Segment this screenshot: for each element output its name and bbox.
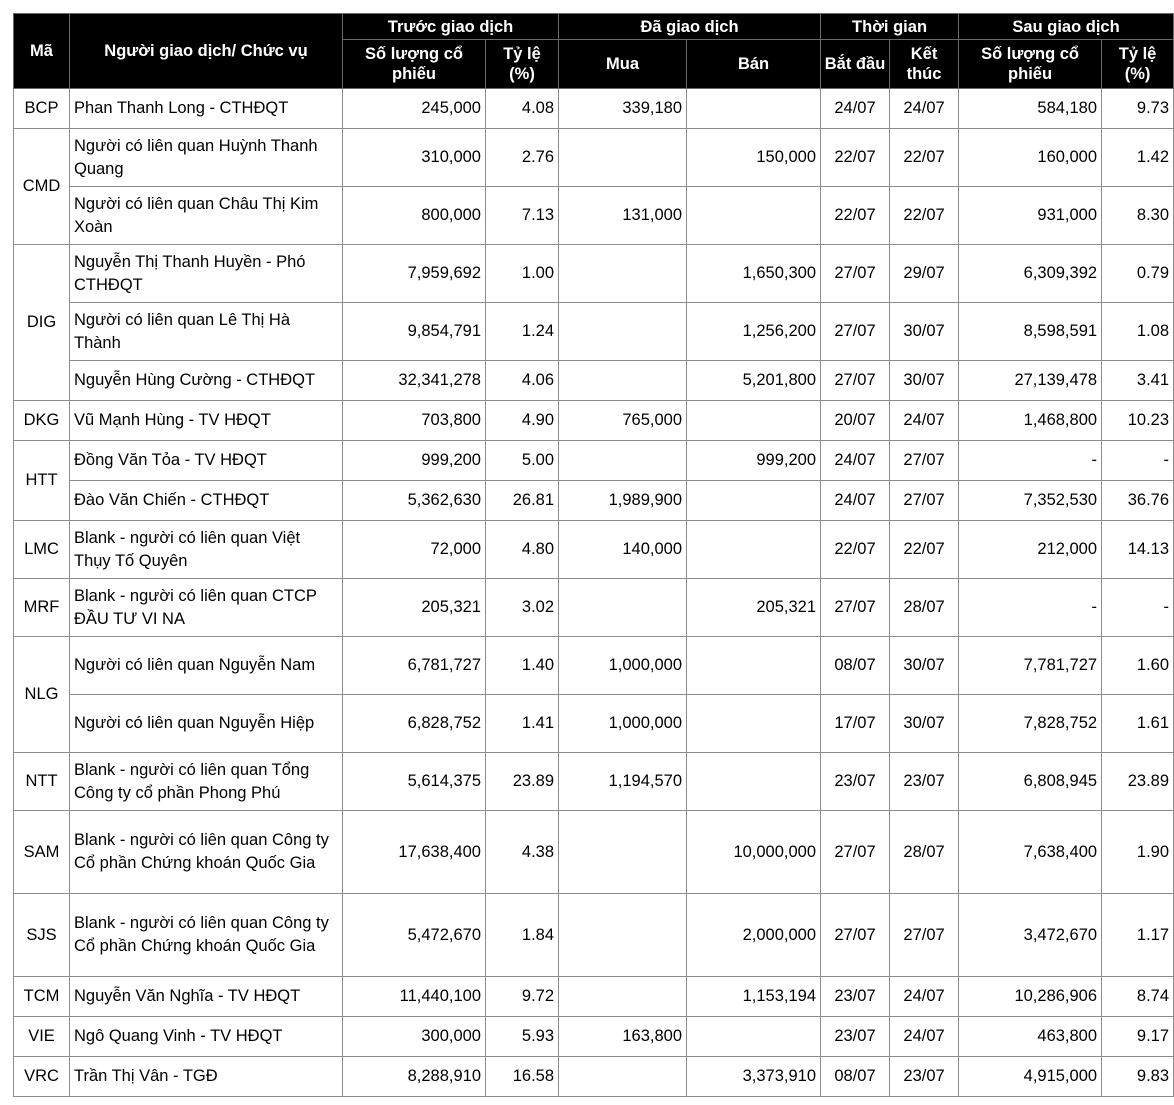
cell-end: 27/07 [890, 481, 959, 521]
cell-sell: 999,200 [687, 441, 821, 481]
cell-before-pct: 5.00 [486, 441, 559, 481]
cell-before-pct: 1.00 [486, 245, 559, 303]
cell-after-pct: 9.17 [1102, 1017, 1174, 1057]
cell-start: 24/07 [821, 481, 890, 521]
cell-after-pct: 23.89 [1102, 753, 1174, 811]
cell-sell: 1,256,200 [687, 303, 821, 361]
cell-before-qty: 703,800 [343, 401, 486, 441]
header-buy: Mua [559, 40, 687, 89]
cell-before-pct: 26.81 [486, 481, 559, 521]
cell-sell [687, 637, 821, 695]
cell-after-pct: - [1102, 441, 1174, 481]
cell-before-qty: 800,000 [343, 187, 486, 245]
cell-after-pct: 8.30 [1102, 187, 1174, 245]
cell-code: SJS [14, 894, 70, 977]
cell-sell: 150,000 [687, 129, 821, 187]
cell-code: NTT [14, 753, 70, 811]
cell-person: Người có liên quan Châu Thị Kim Xoàn [70, 187, 343, 245]
table-body [14, 89, 1174, 1097]
header-before-pct: Tỷ lệ (%) [486, 40, 559, 89]
cell-after-qty: 584,180 [959, 89, 1102, 129]
cell-after-qty: 6,808,945 [959, 753, 1102, 811]
cell-after-qty: 4,915,000 [959, 1057, 1102, 1097]
cell-start: 27/07 [821, 894, 890, 977]
cell-buy: 163,800 [559, 1017, 687, 1057]
cell-before-pct: 1.84 [486, 894, 559, 977]
cell-buy: 339,180 [559, 89, 687, 129]
header-after-qty: Số lượng cổ phiếu [959, 40, 1102, 89]
cell-after-qty: 27,139,478 [959, 361, 1102, 401]
cell-end: 24/07 [890, 89, 959, 129]
cell-after-qty: 6,309,392 [959, 245, 1102, 303]
cell-end: 30/07 [890, 637, 959, 695]
cell-code: VIE [14, 1017, 70, 1057]
cell-after-qty: 3,472,670 [959, 894, 1102, 977]
cell-after-pct: 1.42 [1102, 129, 1174, 187]
cell-buy: 1,194,570 [559, 753, 687, 811]
cell-sell [687, 89, 821, 129]
header-after-pct: Tỷ lệ (%) [1102, 40, 1174, 89]
cell-person: Blank - người có liên quan Tổng Công ty cổ phần Phong Phú [70, 753, 343, 811]
header-sell: Bán [687, 40, 821, 89]
cell-code: NLG [14, 637, 70, 753]
cell-end: 24/07 [890, 401, 959, 441]
cell-buy [559, 1057, 687, 1097]
cell-code: VRC [14, 1057, 70, 1097]
cell-after-qty: 1,468,800 [959, 401, 1102, 441]
cell-sell: 1,650,300 [687, 245, 821, 303]
cell-after-pct: 1.61 [1102, 695, 1174, 753]
cell-after-pct: 36.76 [1102, 481, 1174, 521]
cell-buy [559, 361, 687, 401]
cell-person: Blank - người có liên quan Công ty Cổ phần Chứng khoán Quốc Gia [70, 811, 343, 894]
cell-before-qty: 310,000 [343, 129, 486, 187]
cell-before-pct: 4.38 [486, 811, 559, 894]
table-row [14, 361, 1174, 401]
cell-end: 23/07 [890, 753, 959, 811]
cell-before-pct: 3.02 [486, 579, 559, 637]
cell-before-qty: 72,000 [343, 521, 486, 579]
cell-buy [559, 977, 687, 1017]
cell-before-qty: 245,000 [343, 89, 486, 129]
cell-start: 27/07 [821, 579, 890, 637]
cell-after-pct: - [1102, 579, 1174, 637]
cell-start: 27/07 [821, 245, 890, 303]
cell-buy: 1,989,900 [559, 481, 687, 521]
cell-before-qty: 32,341,278 [343, 361, 486, 401]
cell-before-pct: 16.58 [486, 1057, 559, 1097]
cell-end: 22/07 [890, 129, 959, 187]
table-row [14, 1057, 1174, 1097]
cell-start: 22/07 [821, 187, 890, 245]
cell-end: 24/07 [890, 1017, 959, 1057]
table-row [14, 89, 1174, 129]
cell-after-pct: 9.73 [1102, 89, 1174, 129]
cell-before-pct: 7.13 [486, 187, 559, 245]
cell-sell [687, 481, 821, 521]
cell-buy [559, 579, 687, 637]
table-row [14, 441, 1174, 481]
cell-person: Người có liên quan Nguyễn Nam [70, 637, 343, 695]
cell-start: 24/07 [821, 441, 890, 481]
cell-sell [687, 753, 821, 811]
cell-before-pct: 9.72 [486, 977, 559, 1017]
cell-before-qty: 8,288,910 [343, 1057, 486, 1097]
table-row [14, 481, 1174, 521]
header-traded-group: Đã giao dịch [559, 14, 821, 40]
cell-before-pct: 23.89 [486, 753, 559, 811]
cell-before-pct: 1.40 [486, 637, 559, 695]
cell-end: 28/07 [890, 579, 959, 637]
cell-before-qty: 5,472,670 [343, 894, 486, 977]
cell-end: 29/07 [890, 245, 959, 303]
cell-after-qty: 212,000 [959, 521, 1102, 579]
table-row [14, 811, 1174, 894]
table-row [14, 129, 1174, 187]
cell-buy [559, 441, 687, 481]
cell-person: Blank - người có liên quan Việt Thụy Tố Quyên [70, 521, 343, 579]
cell-person: Trần Thị Vân - TGĐ [70, 1057, 343, 1097]
cell-before-pct: 4.80 [486, 521, 559, 579]
cell-sell [687, 187, 821, 245]
cell-person: Blank - người có liên quan CTCP ĐẦU TƯ VI NA [70, 579, 343, 637]
insider-trading-table [13, 13, 1174, 1097]
cell-code: MRF [14, 579, 70, 637]
cell-code: TCM [14, 977, 70, 1017]
cell-after-qty: - [959, 441, 1102, 481]
cell-before-qty: 5,362,630 [343, 481, 486, 521]
cell-before-qty: 300,000 [343, 1017, 486, 1057]
cell-person: Blank - người có liên quan Công ty Cổ phần Chứng khoán Quốc Gia [70, 894, 343, 977]
cell-buy: 765,000 [559, 401, 687, 441]
cell-after-pct: 14.13 [1102, 521, 1174, 579]
cell-before-pct: 4.06 [486, 361, 559, 401]
cell-after-qty: 7,828,752 [959, 695, 1102, 753]
cell-before-pct: 2.76 [486, 129, 559, 187]
cell-code: DIG [14, 245, 70, 401]
table-row [14, 1017, 1174, 1057]
cell-buy: 1,000,000 [559, 637, 687, 695]
cell-before-pct: 4.90 [486, 401, 559, 441]
cell-after-pct: 10.23 [1102, 401, 1174, 441]
cell-end: 30/07 [890, 361, 959, 401]
cell-before-qty: 6,781,727 [343, 637, 486, 695]
table-row [14, 894, 1174, 977]
cell-person: Nguyễn Văn Nghĩa - TV HĐQT [70, 977, 343, 1017]
cell-start: 17/07 [821, 695, 890, 753]
table-row [14, 303, 1174, 361]
cell-sell: 2,000,000 [687, 894, 821, 977]
table-row [14, 401, 1174, 441]
cell-sell: 1,153,194 [687, 977, 821, 1017]
cell-before-qty: 17,638,400 [343, 811, 486, 894]
cell-start: 23/07 [821, 1017, 890, 1057]
cell-sell: 5,201,800 [687, 361, 821, 401]
cell-code: BCP [14, 89, 70, 129]
cell-after-qty: 7,352,530 [959, 481, 1102, 521]
cell-buy: 140,000 [559, 521, 687, 579]
cell-before-qty: 7,959,692 [343, 245, 486, 303]
cell-after-qty: 931,000 [959, 187, 1102, 245]
cell-after-pct: 0.79 [1102, 245, 1174, 303]
cell-sell: 3,373,910 [687, 1057, 821, 1097]
cell-before-qty: 9,854,791 [343, 303, 486, 361]
cell-buy [559, 245, 687, 303]
cell-sell [687, 401, 821, 441]
cell-after-qty: 7,781,727 [959, 637, 1102, 695]
cell-after-pct: 8.74 [1102, 977, 1174, 1017]
header-time-group: Thời gian [821, 14, 959, 40]
table-row [14, 977, 1174, 1017]
cell-end: 22/07 [890, 187, 959, 245]
cell-start: 20/07 [821, 401, 890, 441]
cell-buy: 131,000 [559, 187, 687, 245]
cell-before-qty: 6,828,752 [343, 695, 486, 753]
cell-buy [559, 811, 687, 894]
cell-before-pct: 1.24 [486, 303, 559, 361]
cell-after-pct: 9.83 [1102, 1057, 1174, 1097]
cell-start: 27/07 [821, 303, 890, 361]
cell-start: 23/07 [821, 753, 890, 811]
cell-end: 27/07 [890, 441, 959, 481]
cell-end: 27/07 [890, 894, 959, 977]
cell-person: Người có liên quan Huỳnh Thanh Quang [70, 129, 343, 187]
cell-person: Nguyễn Hùng Cường - CTHĐQT [70, 361, 343, 401]
cell-start: 27/07 [821, 361, 890, 401]
cell-code: HTT [14, 441, 70, 521]
cell-sell: 205,321 [687, 579, 821, 637]
cell-start: 08/07 [821, 1057, 890, 1097]
cell-before-qty: 11,440,100 [343, 977, 486, 1017]
cell-after-qty: - [959, 579, 1102, 637]
cell-start: 22/07 [821, 521, 890, 579]
cell-after-qty: 160,000 [959, 129, 1102, 187]
table-row [14, 753, 1174, 811]
cell-person: Phan Thanh Long - CTHĐQT [70, 89, 343, 129]
table-row [14, 521, 1174, 579]
cell-start: 27/07 [821, 811, 890, 894]
cell-person: Người có liên quan Lê Thị Hà Thành [70, 303, 343, 361]
cell-sell [687, 521, 821, 579]
cell-code: CMD [14, 129, 70, 245]
cell-after-pct: 1.60 [1102, 637, 1174, 695]
cell-before-pct: 4.08 [486, 89, 559, 129]
cell-sell [687, 695, 821, 753]
cell-after-qty: 7,638,400 [959, 811, 1102, 894]
cell-after-pct: 1.17 [1102, 894, 1174, 977]
cell-sell: 10,000,000 [687, 811, 821, 894]
cell-person: Người có liên quan Nguyễn Hiệp [70, 695, 343, 753]
cell-before-pct: 5.93 [486, 1017, 559, 1057]
table-row [14, 695, 1174, 753]
cell-after-qty: 10,286,906 [959, 977, 1102, 1017]
table-row [14, 579, 1174, 637]
cell-end: 30/07 [890, 303, 959, 361]
cell-end: 23/07 [890, 1057, 959, 1097]
table-row [14, 187, 1174, 245]
cell-start: 22/07 [821, 129, 890, 187]
cell-before-qty: 999,200 [343, 441, 486, 481]
cell-buy: 1,000,000 [559, 695, 687, 753]
header-before-qty: Số lượng cổ phiếu [343, 40, 486, 89]
cell-before-pct: 1.41 [486, 695, 559, 753]
cell-person: Đồng Văn Tỏa - TV HĐQT [70, 441, 343, 481]
cell-end: 22/07 [890, 521, 959, 579]
cell-after-pct: 3.41 [1102, 361, 1174, 401]
cell-person: Vũ Mạnh Hùng - TV HĐQT [70, 401, 343, 441]
cell-end: 28/07 [890, 811, 959, 894]
cell-buy [559, 303, 687, 361]
cell-after-pct: 1.90 [1102, 811, 1174, 894]
table-row [14, 637, 1174, 695]
cell-end: 24/07 [890, 977, 959, 1017]
cell-start: 24/07 [821, 89, 890, 129]
cell-after-qty: 463,800 [959, 1017, 1102, 1057]
header-end: Kết thúc [890, 40, 959, 89]
cell-person: Đào Văn Chiến - CTHĐQT [70, 481, 343, 521]
header-after-group: Sau giao dịch [959, 14, 1174, 40]
table-row [14, 245, 1174, 303]
cell-before-qty: 205,321 [343, 579, 486, 637]
header-person: Người giao dịch/ Chức vụ [70, 14, 343, 89]
cell-after-pct: 1.08 [1102, 303, 1174, 361]
cell-buy [559, 894, 687, 977]
cell-start: 23/07 [821, 977, 890, 1017]
header-before-group: Trước giao dịch [343, 14, 559, 40]
cell-code: DKG [14, 401, 70, 441]
header-start: Bắt đầu [821, 40, 890, 89]
header-code: Mã [14, 14, 70, 89]
cell-code: LMC [14, 521, 70, 579]
cell-person: Ngô Quang Vinh - TV HĐQT [70, 1017, 343, 1057]
cell-code: SAM [14, 811, 70, 894]
cell-after-qty: 8,598,591 [959, 303, 1102, 361]
cell-start: 08/07 [821, 637, 890, 695]
cell-person: Nguyễn Thị Thanh Huyền - Phó CTHĐQT [70, 245, 343, 303]
cell-before-qty: 5,614,375 [343, 753, 486, 811]
cell-sell [687, 1017, 821, 1057]
table-header [14, 14, 1174, 89]
cell-end: 30/07 [890, 695, 959, 753]
cell-buy [559, 129, 687, 187]
